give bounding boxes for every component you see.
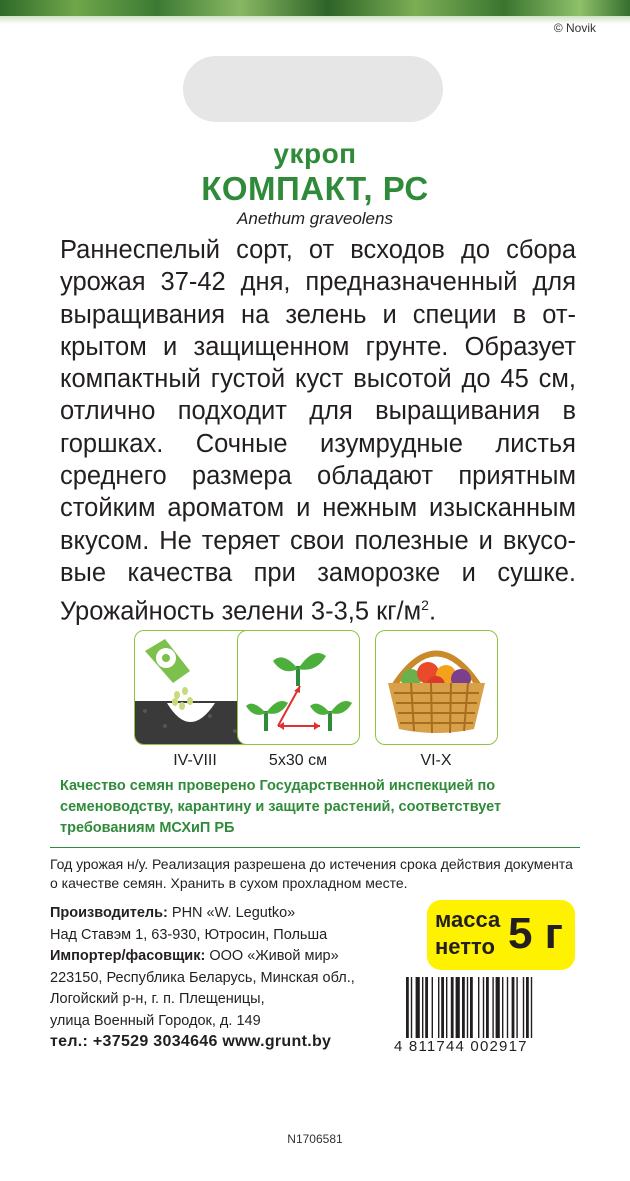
barcode-bar (478, 977, 479, 1043)
producer-address: Над Ставэм 1, 63-930, Ютросин, Польша (50, 926, 328, 943)
yield-superscript: 2 (421, 597, 429, 614)
barcode-bar (425, 977, 428, 1043)
storage-notes: Год урожая н/у. Реализация разрешена до истечения срока действия документа о качестве семян. Хранить в сухом прохладном месте. (50, 856, 573, 891)
importer-address-line: 223150, Республика Беларусь, Минская обл., (50, 969, 355, 986)
barcode-bar (411, 977, 412, 1043)
description-line: Раннеспелый сорт, от всходов до сбора (60, 236, 576, 264)
barcode-bar (507, 977, 508, 1043)
description-line: вые качества при заморозке и сушке. (60, 558, 576, 587)
barcode-bar (492, 977, 493, 1043)
header-fade (0, 16, 630, 24)
net-weight-label-line: масса (435, 907, 501, 932)
importer-address-line: улица Военный Городок, д. 149 (50, 1012, 261, 1029)
description-line: стойким ароматом и нежным изысканным (60, 494, 576, 523)
net-weight-badge (427, 900, 575, 970)
harvest-basket-icon (375, 630, 498, 745)
barcode-bar (496, 977, 500, 1043)
description-line: среднего размера обладают приятным (60, 462, 576, 491)
barcode-bar (416, 977, 420, 1043)
net-weight-value: 5 г (507, 909, 563, 958)
harvest-period-label: VI-X (420, 752, 452, 769)
barcode-bar (451, 977, 454, 1043)
barcode-bar (432, 977, 433, 1043)
barcode-bar (438, 977, 439, 1043)
barcode-bar (531, 977, 532, 1043)
barcode-bar (462, 977, 465, 1043)
producer-name: PHN «W. Legutko» (167, 905, 296, 921)
barcode-bar (516, 977, 517, 1043)
planting-scheme-icon (237, 630, 360, 745)
description-line: горшках. Сочные изумрудные листья (60, 429, 576, 458)
barcode-number: 4 811744 002917 (394, 1038, 578, 1055)
description (60, 234, 576, 628)
barcode-bar (483, 977, 484, 1043)
quality-statement: Качество семян проверено Государственной инспекцией по семеноводству, карантину и защите растений, соответствует требованиям МСХиП РБ (60, 778, 502, 836)
barcode-bar (502, 977, 503, 1043)
planting-scheme-label: 5х30 см (268, 752, 328, 769)
hang-hole (183, 56, 443, 122)
sprouts-scheme-icon (238, 631, 359, 744)
contacts: тел.: +37529 3034646 www.grunt.by (50, 1033, 332, 1050)
net-weight-label-line: нетто (435, 934, 495, 959)
description-line: компактный густой куст высотой до 45 см, (60, 365, 576, 394)
importer-label: Импортер/фасовщик: (50, 948, 206, 964)
batch-number: N1706581 (287, 1132, 343, 1146)
barcode-bar (406, 977, 409, 1043)
net-weight-label (435, 906, 500, 960)
importer-line (50, 946, 355, 968)
barcode-bar (526, 977, 529, 1043)
producer-block (50, 903, 355, 1032)
barcode-bar (470, 977, 473, 1043)
yield-period: . (428, 597, 437, 626)
sowing-period-label: IV-VIII (173, 752, 217, 769)
barcode-bar (456, 977, 460, 1043)
header-foliage-strip (0, 0, 630, 16)
crop-name: укроп (273, 138, 357, 169)
producer-label: Производитель: (50, 905, 168, 921)
barcode-bar (486, 977, 489, 1043)
description-line: выращивания на зелень и специи в от- (60, 300, 576, 329)
barcode-bar (467, 977, 468, 1043)
latin-name: Anethum graveolens (237, 209, 393, 228)
divider (50, 847, 580, 848)
description-line: урожая 37-42 дня, предназначенный для (60, 268, 576, 297)
producer-line (50, 903, 355, 925)
copyright: © Novik (553, 21, 596, 35)
vegetable-basket-icon (376, 631, 497, 744)
barcode-bar (512, 977, 515, 1043)
barcode-bar (523, 977, 524, 1043)
description-line: крытом и защищенном грунте. Образует (60, 332, 576, 361)
barcode-bar (446, 977, 447, 1043)
importer-name: ООО «Живой мир» (205, 948, 339, 964)
description-line: отлично подходит для выращивания в (60, 397, 576, 426)
barcode-bar (422, 977, 423, 1043)
yield-text: Урожайность зелени 3-3,5 кг/м (60, 597, 422, 626)
barcode-bar (441, 977, 444, 1043)
variety-name: КОМПАКТ, РС (201, 170, 429, 207)
description-line (60, 589, 576, 628)
importer-address-line: Логойский р-н, г. п. Плещеницы, (50, 991, 265, 1007)
description-line: вкусом. Не теряет свои полезные и вкусо- (60, 526, 576, 555)
